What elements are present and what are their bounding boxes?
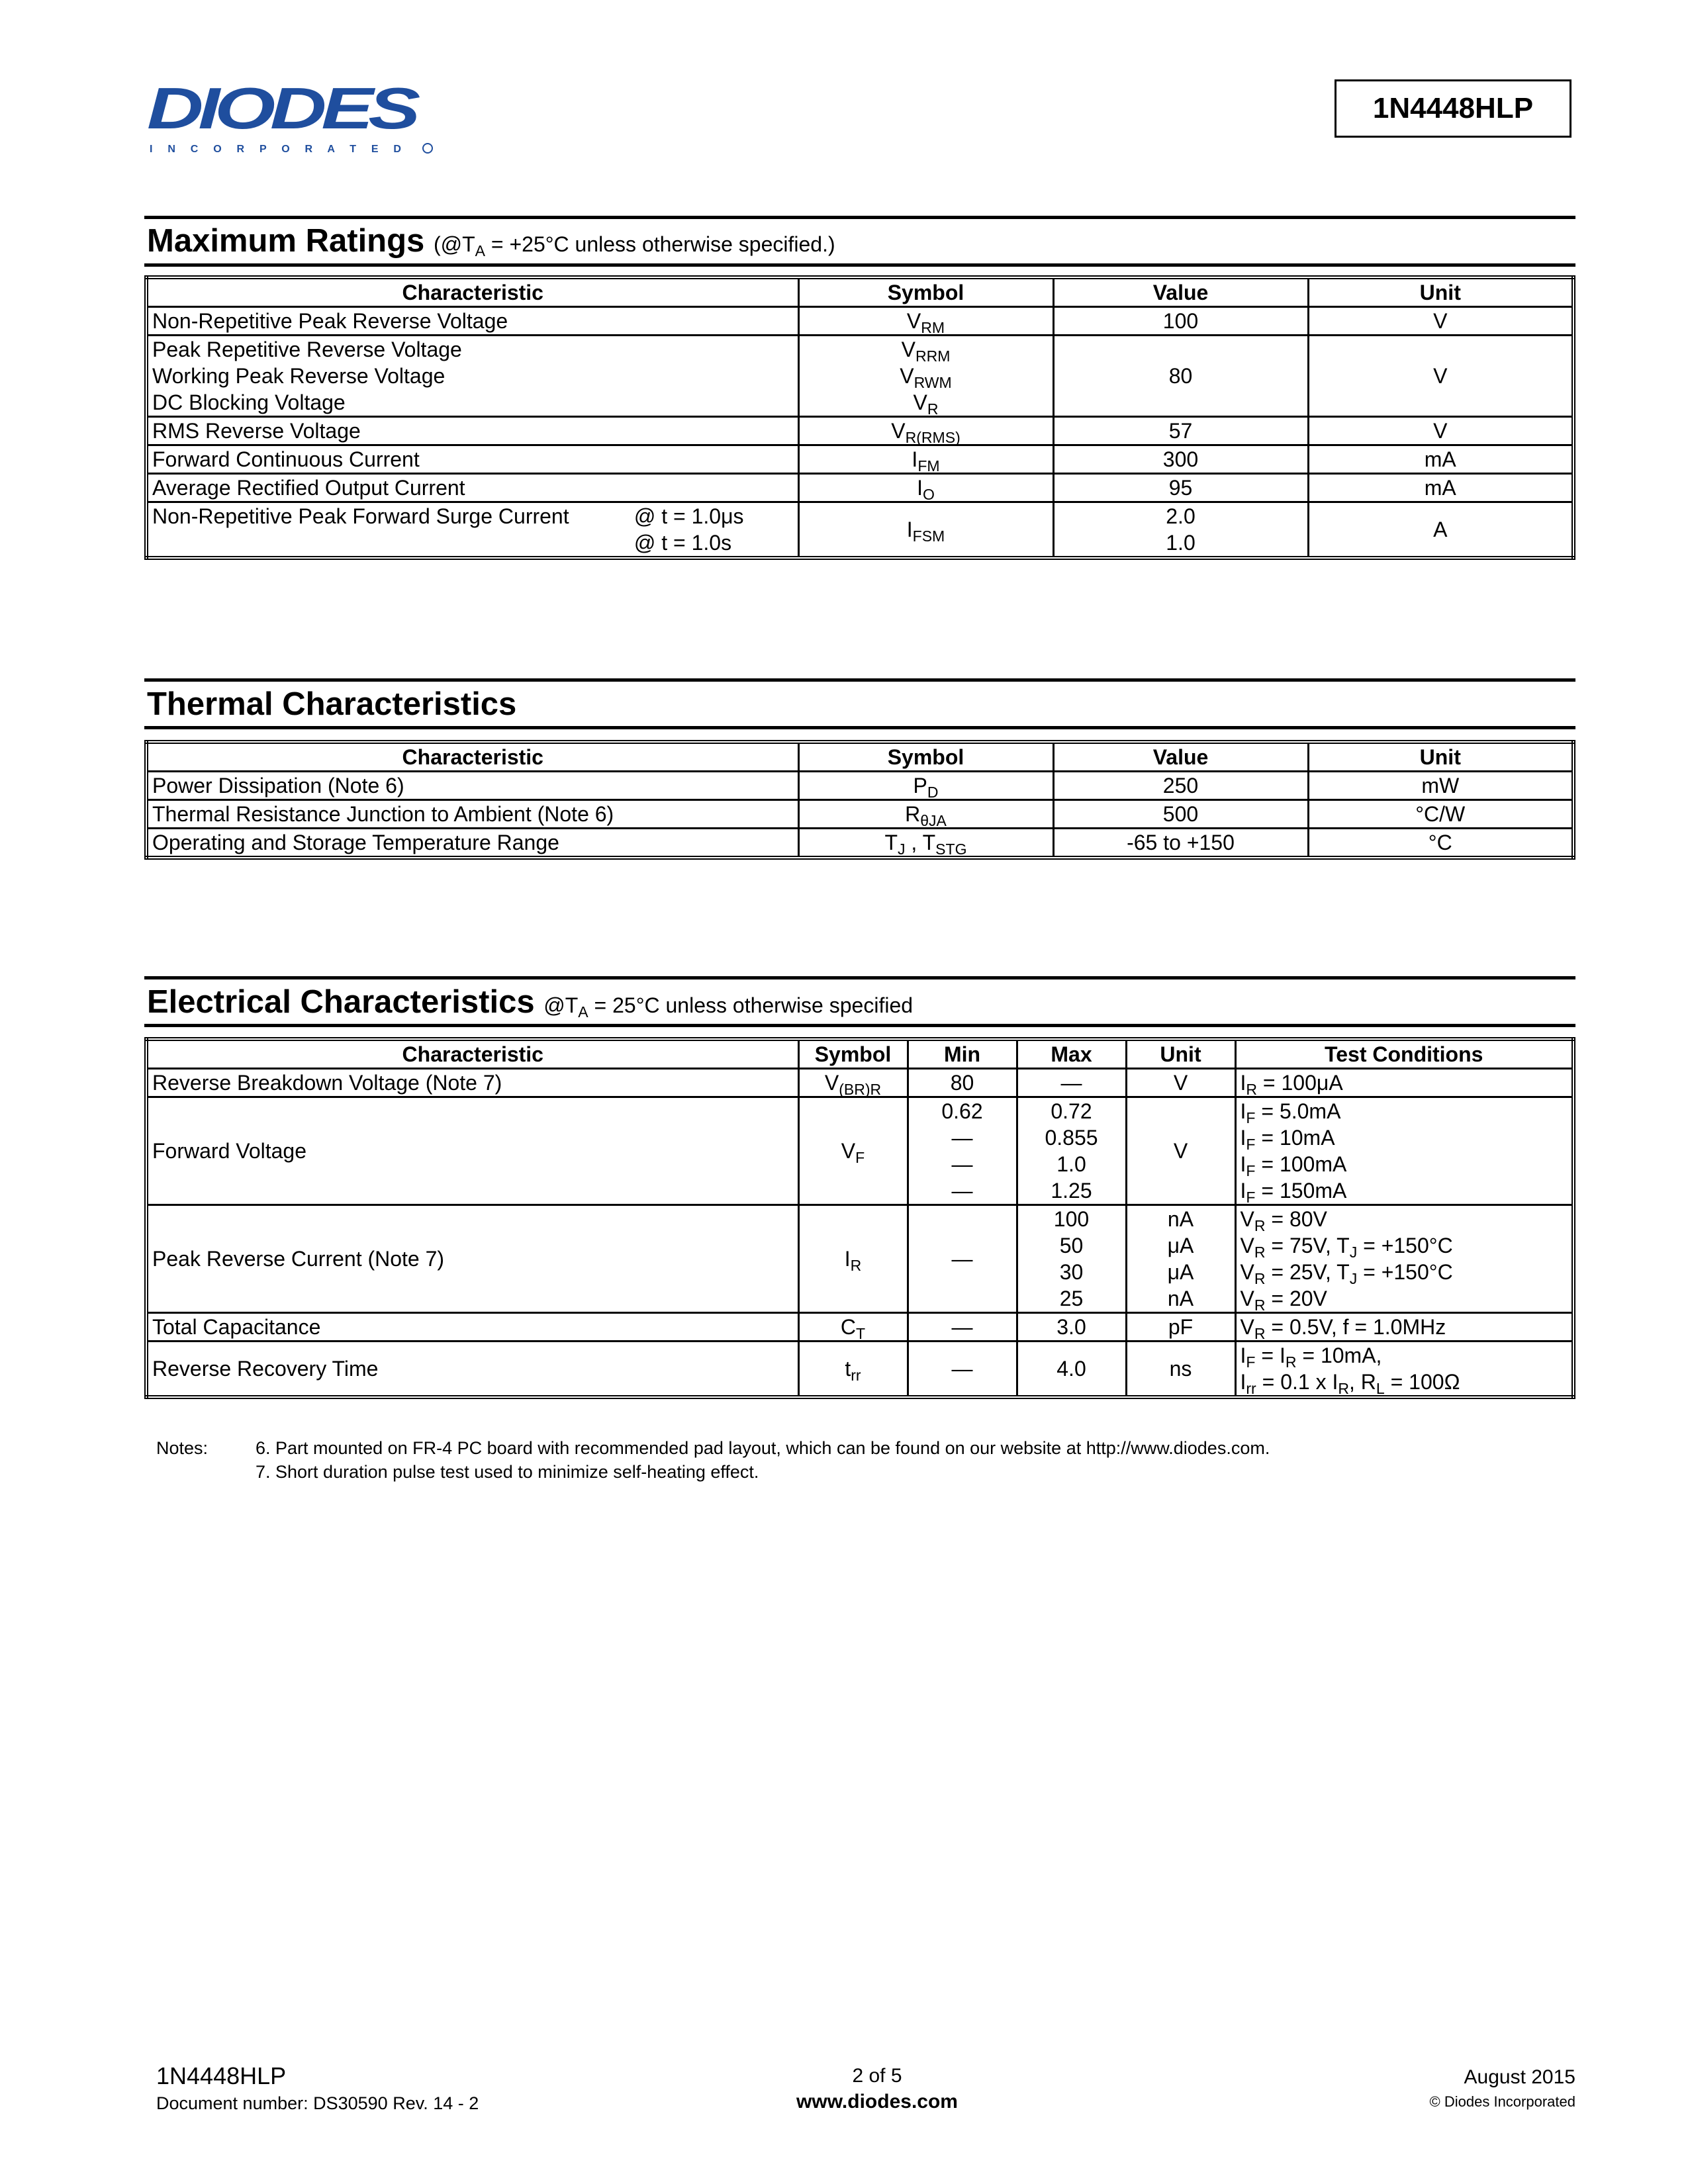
unit-cell: mW [1308,772,1573,800]
value-text: 2.0 [1166,504,1196,528]
diodes-logo [147,85,438,159]
symbol-text: $I_{FSM}$ [906,518,945,545]
table-row [146,1313,1573,1342]
section-rule [144,678,1575,682]
table-row [146,336,1573,417]
max-ratings-table [144,275,1575,560]
min-cell [908,1205,1017,1313]
test-condition-text: $I_{rr} = 0.1$ x $I_R$, $R_L = 100\Omega$ [1240,1370,1460,1397]
value-cell [1053,307,1308,336]
section-rule [144,1024,1575,1027]
characteristic-cell: Peak Reverse Current (Note 7) [146,1205,798,1313]
footer-part-number: 1N4448HLP [156,2062,287,2089]
table-row [146,417,1573,445]
section-rule [144,726,1575,729]
max-text: 100 [1053,1207,1090,1231]
characteristic-text: DC Blocking Voltage [152,390,346,414]
min-text: 80 [950,1071,974,1095]
symbol-cell [798,1313,908,1342]
electrical-heading [147,983,913,1021]
value-text: 57 [1168,419,1193,443]
header-unit: Unit [1126,1039,1235,1069]
value-cell: 500 [1053,800,1308,829]
characteristic-text: RMS Reverse Voltage [152,419,361,443]
min-text: 0.62 [941,1099,983,1123]
test-condition-text: $I_R = 100\mu A$ [1240,1071,1343,1098]
unit-text: pF [1168,1315,1194,1339]
symbol-cell [798,1205,908,1313]
condition-text: @ t = 1.0s [633,531,732,555]
value-text: 100 [1162,309,1199,333]
symbol-cell [798,502,1053,559]
characteristic-cell: Forward Voltage [146,1097,798,1205]
table-row [146,800,1573,829]
table-header-row [146,277,1573,307]
table-row [146,772,1573,800]
symbol-cell [798,829,1053,858]
unit-cell: A [1308,502,1573,559]
note-7: 7. Short duration pulse test used to minimize self-heating effect. [256,1462,759,1482]
header-symbol: Symbol [798,742,1053,772]
section-rule [144,976,1575,979]
header-test-conditions: Test Conditions [1235,1039,1573,1069]
characteristic-cell: Operating and Storage Temperature Range [146,829,798,858]
footer-center [778,2064,976,2115]
header-characteristic: Characteristic [146,742,798,772]
characteristic-text: Non-Repetitive Peak Forward Surge Current [152,504,569,528]
header-max: Max [1017,1039,1126,1069]
symbol-cell [798,307,1053,336]
characteristic-text: Forward Continuous Current [152,447,420,471]
test-condition-text: $I_F = 150mA$ [1240,1179,1347,1206]
footer-right [1430,2065,1575,2114]
test-condition-text: $I_F = 10mA$ [1240,1126,1335,1153]
unit-cell: mA [1308,445,1573,474]
test-condition-cell [1235,1205,1573,1313]
table-row [146,307,1573,336]
unit-cell: V [1308,417,1573,445]
characteristic-text: Working Peak Reverse Voltage [152,364,445,388]
test-condition-text: $V_R = 20V$ [1240,1287,1327,1314]
thermal-title: Thermal Characteristics [147,686,517,722]
table-header-row [146,742,1573,772]
max-text: 25 [1059,1287,1084,1310]
note-6: 6. Part mounted on FR-4 PC board with recommended pad layout, which can be found on our website at http://www.diodes.com. [256,1438,1270,1458]
table-row [146,1069,1573,1097]
footer-date: August 2015 [1464,2066,1575,2088]
max-text: 30 [1059,1260,1084,1284]
unit-cell: mA [1308,474,1573,502]
symbol-cell [798,772,1053,800]
characteristic-text: Peak Repetitive Reverse Voltage [152,338,462,361]
symbol-text: $V_{RM}$ [906,309,945,336]
max-text: 3.0 [1056,1315,1086,1339]
header-unit: Unit [1308,277,1573,307]
value-cell: 250 [1053,772,1308,800]
unit-text: nA [1167,1287,1194,1310]
min-text: — [951,1247,973,1271]
logo-wordmark: DIODES [147,85,420,141]
max-cell [1017,1097,1126,1205]
header-characteristic: Characteristic [146,1039,798,1069]
unit-cell [1126,1205,1235,1313]
characteristic-cell: Power Dissipation (Note 6) [146,772,798,800]
symbol-text: $V_{R(RMS)}$ [891,419,961,446]
characteristic-cell: Total Capacitance [146,1313,798,1342]
min-cell [908,1313,1017,1342]
header-unit: Unit [1308,742,1573,772]
max-text: 50 [1059,1234,1084,1257]
table-row [146,1205,1573,1313]
max-text: 4.0 [1056,1357,1086,1381]
value-text: 1.0 [1166,531,1196,555]
unit-cell: °C/W [1308,800,1573,829]
table-row [146,445,1573,474]
unit-cell: °C [1308,829,1573,858]
symbol-cell [798,800,1053,829]
unit-text: V [1173,1139,1188,1163]
value-cell: -65 to +150 [1053,829,1308,858]
footer-document-number: Document number: DS30590 Rev. 14 - 2 [156,2093,479,2113]
notes [156,1436,1270,1484]
characteristic-cell [146,474,798,502]
symbol-cell [798,336,1053,417]
characteristic-cell: Reverse Recovery Time [146,1342,798,1398]
max-cell [1017,1313,1126,1342]
test-condition-cell [1235,1342,1573,1398]
characteristic-text: Average Rectified Output Current [152,476,465,500]
value-cell [1053,336,1308,417]
symbol-text: $V_{RWM}$ [900,364,952,391]
characteristic-cell: Thermal Resistance Junction to Ambient (Note 6) [146,800,798,829]
test-condition-cell [1235,1069,1573,1097]
unit-cell [1126,1097,1235,1205]
max-text: — [1060,1071,1082,1095]
value-cell [1053,445,1308,474]
characteristic-cell [146,417,798,445]
symbol-text: $C_T$ [840,1315,866,1342]
max-text: 1.0 [1056,1152,1086,1176]
unit-text: V [1173,1071,1188,1095]
symbol-text: $t_{rr}$ [845,1357,861,1384]
symbol-text: $V_{RRM}$ [901,338,951,365]
header-symbol: Symbol [798,277,1053,307]
symbol-cell [798,417,1053,445]
value-cell [1053,417,1308,445]
value-text: 95 [1168,476,1193,500]
symbol-text: $V_R$ [913,390,939,418]
max-cell [1017,1205,1126,1313]
header-value: Value [1053,742,1308,772]
unit-text: μA [1167,1234,1194,1257]
max-ratings-condition: ($@T_A = +25^\circ C$ unless otherwise specified.) [433,232,835,259]
value-cell [1053,474,1308,502]
characteristic-cell [146,336,798,417]
min-cell [908,1342,1017,1398]
table-row [146,502,1573,559]
symbol-cell [798,1097,908,1205]
value-text: 80 [1168,364,1193,388]
symbol-text: $I_{FM}$ [912,447,940,475]
unit-cell [1126,1313,1235,1342]
symbol-text: $I_R$ [844,1247,862,1274]
electrical-condition: $@T_A = 25^\circ C$ unless otherwise specified [543,993,914,1021]
test-condition-text: $V_R = 0.5V$, f = 1.0MHz [1240,1315,1446,1342]
table-row [146,1342,1573,1398]
value-text: 300 [1162,447,1199,471]
min-text: — [951,1179,973,1203]
symbol-cell [798,1342,908,1398]
table-header-row [146,1039,1573,1069]
logo-subtitle: I N C O R P O R A T E D [150,144,401,155]
header-symbol: Symbol [798,1039,908,1069]
electrical-title: Electrical Characteristics [147,984,535,1020]
min-text: — [951,1126,973,1150]
footer-left [156,2062,479,2116]
test-condition-text: $V_R = 80V$ [1240,1207,1327,1234]
unit-cell: V [1308,307,1573,336]
symbol-cell [798,474,1053,502]
unit-cell: V [1308,336,1573,417]
value-cell [1053,502,1308,559]
test-condition-text: $I_F = 100mA$ [1240,1152,1347,1179]
test-condition-text: $V_R = 75V$, $T_J = +150^\circ C$ [1240,1234,1453,1261]
test-condition-text: $V_R = 25V$, $T_J = +150^\circ C$ [1240,1260,1453,1287]
min-text: — [951,1152,973,1176]
table-row [146,829,1573,858]
table-row [146,474,1573,502]
characteristic-cell: Reverse Breakdown Voltage (Note 7) [146,1069,798,1097]
unit-text: μA [1167,1260,1194,1284]
symbol-text: $V_F$ [841,1139,865,1166]
header-value: Value [1053,277,1308,307]
electrical-table [144,1037,1575,1399]
registered-icon [423,144,432,153]
unit-text: ns [1169,1357,1192,1381]
characteristic-cell [146,307,798,336]
symbol-cell [798,445,1053,474]
test-condition-cell [1235,1313,1573,1342]
header-characteristic: Characteristic [146,277,798,307]
characteristic-cell [146,445,798,474]
website-link[interactable]: www.diodes.com [796,2091,958,2113]
section-rule [144,216,1575,219]
min-cell [908,1097,1017,1205]
part-number-box: 1N4448HLP [1335,79,1571,138]
thermal-table [144,740,1575,860]
max-cell [1017,1069,1126,1097]
section-rule [144,263,1575,267]
symbol-text: $T_J$ , $T_{STG}$ [884,831,967,858]
max-ratings-heading [147,222,835,259]
page-number: 2 of 5 [852,2065,902,2087]
symbol-text: $V_{(BR)R}$ [824,1071,882,1098]
table-row [146,1097,1573,1205]
test-condition-text: $I_F = I_R = 10mA$, [1240,1343,1382,1371]
max-ratings-title: Maximum Ratings [147,223,425,259]
symbol-text: $P_D$ [913,774,939,801]
characteristic-cell [146,502,798,559]
symbol-cell [798,1069,908,1097]
test-condition-text: $I_F = 5.0mA$ [1240,1099,1341,1126]
max-text: 0.72 [1051,1099,1092,1123]
unit-cell [1126,1069,1235,1097]
min-text: — [951,1357,973,1381]
test-condition-cell [1235,1097,1573,1205]
max-text: 0.855 [1045,1126,1098,1150]
notes-label: Notes: [156,1438,209,1458]
max-text: 1.25 [1051,1179,1092,1203]
min-cell [908,1069,1017,1097]
header-min: Min [908,1039,1017,1069]
unit-cell [1126,1342,1235,1398]
condition-text: @ t = 1.0μs [633,504,744,528]
min-text: — [951,1315,973,1339]
footer-copyright: © Diodes Incorporated [1429,2093,1575,2110]
symbol-text: $R_{\theta JA}$ [905,802,947,829]
characteristic-text: Non-Repetitive Peak Reverse Voltage [152,309,508,333]
symbol-text: $I_O$ [917,476,935,503]
max-cell [1017,1342,1126,1398]
unit-text: nA [1167,1207,1194,1231]
